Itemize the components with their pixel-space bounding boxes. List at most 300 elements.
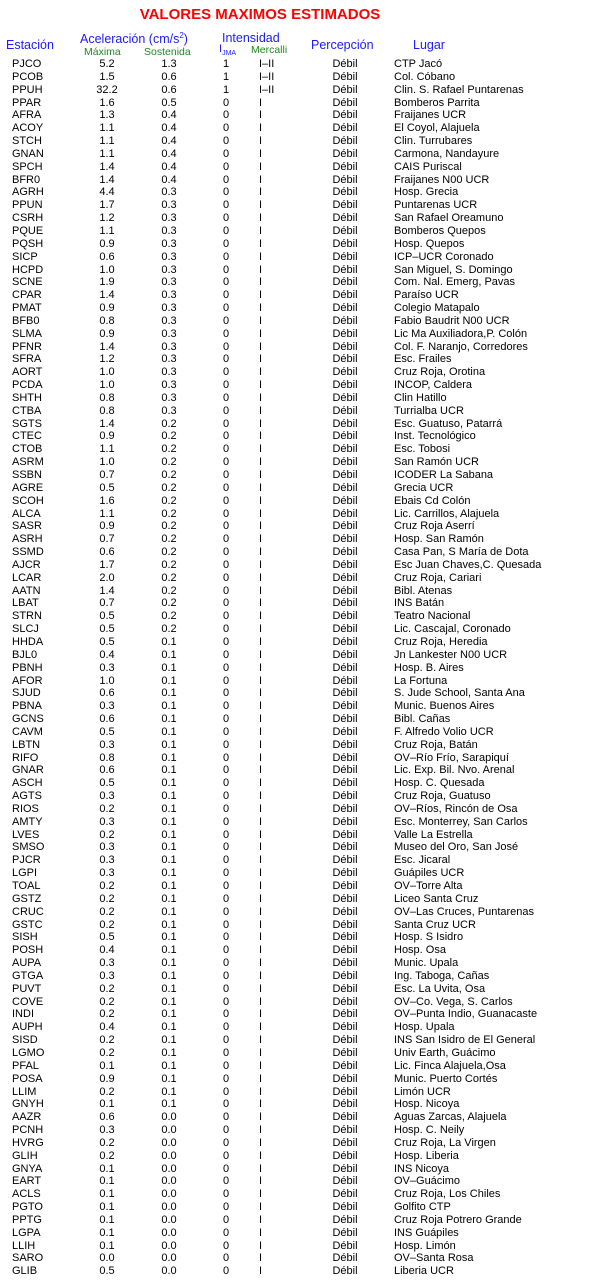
aceleracion-sostenida: 0.1	[161, 1098, 177, 1111]
lugar: Liceo Santa Cruz	[394, 892, 479, 905]
aceleracion-sostenida: 0.1	[161, 751, 177, 764]
table-row	[0, 546, 590, 559]
intensidad-mercalli: I	[259, 122, 263, 135]
table-row	[0, 97, 590, 110]
aceleracion-sostenida: 0.2	[161, 584, 177, 597]
lugar: Cruz Roja Potrero Grande	[394, 1213, 522, 1226]
aceleracion-maxima: 0.1	[99, 1162, 115, 1175]
intensidad-jma: 0	[222, 379, 230, 392]
station-code: PPUH	[12, 83, 43, 96]
percepcion: Débil	[332, 507, 358, 520]
aceleracion-sostenida: 0.2	[161, 546, 177, 559]
intensidad-mercalli: I	[259, 404, 263, 417]
aceleracion-maxima: 0.2	[99, 802, 115, 815]
aceleracion-sostenida: 0.6	[161, 70, 177, 83]
percepcion: Débil	[332, 674, 358, 687]
aceleracion-maxima: 0.2	[99, 1046, 115, 1059]
intensidad-jma: 0	[222, 995, 230, 1008]
aceleracion-maxima: 0.5	[99, 931, 115, 944]
aceleracion-maxima: 1.0	[99, 263, 115, 276]
station-code: EART	[12, 1175, 42, 1188]
percepcion: Débil	[332, 854, 358, 867]
percepcion: Débil	[332, 1175, 358, 1188]
aceleracion-maxima: 0.9	[99, 237, 115, 250]
station-code: LBAT	[12, 597, 39, 610]
station-code: LVES	[12, 828, 40, 841]
lugar: Puntarenas UCR	[394, 199, 478, 212]
aceleracion-maxima: 1.1	[99, 507, 115, 520]
lugar: OV–Santa Rosa	[394, 1252, 474, 1265]
station-code: SGTS	[12, 417, 42, 430]
aceleracion-maxima: 0.2	[99, 905, 115, 918]
intensidad-jma: 0	[222, 122, 230, 135]
table-row	[0, 392, 590, 405]
aceleracion-sostenida: 0.1	[161, 674, 177, 687]
intensidad-jma: 0	[222, 957, 230, 970]
intensidad-mercalli: I	[259, 584, 263, 597]
table-row	[0, 1252, 590, 1265]
intensidad-jma: 0	[222, 263, 230, 276]
intensidad-mercalli: I	[259, 815, 263, 828]
lugar: Hosp. Limón	[394, 1239, 456, 1252]
aceleracion-sostenida: 0.1	[161, 957, 177, 970]
header-aceleracion-label: Aceleración (cm/s	[80, 32, 180, 47]
station-code: LGMO	[12, 1046, 45, 1059]
station-code: CSRH	[12, 212, 44, 225]
percepcion: Débil	[332, 571, 358, 584]
aceleracion-maxima: 0.5	[99, 1265, 115, 1278]
intensidad-jma: 1	[222, 83, 230, 96]
intensidad-jma: 0	[222, 597, 230, 610]
station-code: SISD	[12, 1034, 38, 1047]
station-code: PPUN	[12, 199, 43, 212]
intensidad-mercalli: I	[259, 1021, 263, 1034]
aceleracion-maxima: 0.3	[99, 957, 115, 970]
lugar: INS Batán	[394, 597, 445, 610]
table-row	[0, 983, 590, 996]
intensidad-mercalli: I	[259, 558, 263, 571]
intensidad-mercalli: I	[259, 648, 263, 661]
aceleracion-sostenida: 0.0	[161, 1239, 177, 1252]
station-code: SICP	[12, 250, 38, 263]
aceleracion-maxima: 0.5	[99, 777, 115, 790]
aceleracion-sostenida: 0.2	[161, 469, 177, 481]
aceleracion-sostenida: 0.3	[161, 224, 177, 237]
table-row	[0, 148, 590, 161]
station-code: PFNR	[12, 340, 42, 353]
intensidad-mercalli: I–II	[259, 83, 275, 96]
aceleracion-maxima: 0.4	[99, 944, 115, 957]
aceleracion-sostenida: 0.1	[161, 982, 177, 995]
station-code: PJCO	[12, 58, 42, 70]
station-code: PQSH	[12, 237, 44, 250]
table-row	[0, 251, 590, 264]
intensidad-jma: 0	[222, 96, 230, 109]
table-row	[0, 186, 590, 199]
lugar: Carmona, Nandayure	[394, 147, 500, 160]
station-code: GNYH	[12, 1098, 44, 1111]
aceleracion-sostenida: 0.3	[161, 379, 177, 392]
aceleracion-sostenida: 0.1	[161, 892, 177, 905]
intensidad-mercalli: I	[259, 1265, 263, 1278]
aceleracion-sostenida: 0.1	[161, 944, 177, 957]
station-code: GLIB	[12, 1265, 38, 1278]
aceleracion-sostenida: 0.2	[161, 481, 177, 494]
intensidad-jma: 0	[222, 353, 230, 366]
intensidad-mercalli: I	[259, 854, 263, 867]
intensidad-mercalli: I	[259, 147, 263, 160]
station-code: SLMA	[12, 327, 42, 340]
lugar: Hosp. B. Aires	[394, 661, 464, 674]
intensidad-jma: 0	[222, 443, 230, 456]
lugar: Univ Earth, Guácimo	[394, 1046, 496, 1059]
aceleracion-maxima: 0.7	[99, 533, 115, 546]
lugar: Clin Hatillo	[394, 391, 447, 404]
intensidad-mercalli: I	[259, 1239, 263, 1252]
station-code: LGPI	[12, 867, 38, 880]
intensidad-mercalli: I	[259, 661, 263, 674]
percepcion: Débil	[332, 289, 358, 302]
percepcion: Débil	[332, 1059, 358, 1072]
percepcion: Débil	[332, 969, 358, 982]
table-row	[0, 1034, 590, 1047]
lugar: INS Nicoya	[394, 1162, 450, 1175]
intensidad-mercalli: I	[259, 1201, 263, 1214]
station-code: GLIH	[12, 1149, 38, 1162]
intensidad-mercalli: I	[259, 96, 263, 109]
lugar: OV–Co. Vega, S. Carlos	[394, 995, 513, 1008]
aceleracion-sostenida: 0.0	[161, 1213, 177, 1226]
aceleracion-sostenida: 0.3	[161, 391, 177, 404]
station-code: CPAR	[12, 289, 42, 302]
intensidad-mercalli: I	[259, 944, 263, 957]
aceleracion-maxima: 0.2	[99, 995, 115, 1008]
percepcion: Débil	[332, 995, 358, 1008]
aceleracion-maxima: 0.2	[99, 918, 115, 931]
lugar: Lic Ma Auxiliadora,P. Colón	[394, 327, 528, 340]
station-code: SISH	[12, 931, 38, 944]
aceleracion-maxima: 0.7	[99, 469, 115, 481]
lugar: Col. Cóbano	[394, 70, 456, 83]
intensidad-jma: 0	[222, 1085, 230, 1098]
table-row	[0, 405, 590, 418]
aceleracion-maxima: 1.4	[99, 289, 115, 302]
aceleracion-sostenida: 0.0	[161, 1201, 177, 1214]
aceleracion-sostenida: 0.1	[161, 854, 177, 867]
table-row	[0, 585, 590, 598]
station-code: AFRA	[12, 109, 42, 122]
station-code: SSBN	[12, 469, 42, 481]
table-row	[0, 700, 590, 713]
intensidad-mercalli: I–II	[259, 58, 275, 70]
lugar: Museo del Oro, San José	[394, 841, 519, 854]
aceleracion-sostenida: 0.2	[161, 417, 177, 430]
percepcion: Débil	[332, 58, 358, 70]
aceleracion-sostenida: 0.1	[161, 764, 177, 777]
intensidad-mercalli: I	[259, 469, 263, 481]
intensidad-jma: 0	[222, 340, 230, 353]
percepcion: Débil	[332, 802, 358, 815]
aceleracion-maxima: 0.9	[99, 327, 115, 340]
intensidad-jma: 0	[222, 944, 230, 957]
page-title: VALORES MAXIMOS ESTIMADOS	[139, 6, 381, 23]
station-code: SCNE	[12, 276, 43, 289]
percepcion: Débil	[332, 751, 358, 764]
intensidad-jma: 0	[222, 777, 230, 790]
aceleracion-maxima: 0.2	[99, 880, 115, 892]
table-row	[0, 1021, 590, 1034]
intensidad-jma: 0	[222, 237, 230, 250]
station-code: AMTY	[12, 815, 43, 828]
station-code: AUPA	[12, 957, 42, 970]
aceleracion-maxima: 1.6	[99, 96, 115, 109]
lugar: Cruz Roja, La Virgen	[394, 1136, 496, 1149]
lugar: Cruz Roja, Los Chiles	[394, 1188, 501, 1201]
percepcion: Débil	[332, 1021, 358, 1034]
percepcion: Débil	[332, 1046, 358, 1059]
intensidad-jma: 0	[222, 391, 230, 404]
percepcion: Débil	[332, 546, 358, 559]
intensidad-jma: 0	[222, 469, 230, 481]
percepcion: Débil	[332, 96, 358, 109]
table-row	[0, 1227, 590, 1240]
lugar: OV–Punta Indio, Guanacaste	[394, 1008, 538, 1021]
aceleracion-maxima: 1.1	[99, 147, 115, 160]
aceleracion-maxima: 0.7	[99, 597, 115, 610]
station-code: GTGA	[12, 969, 44, 982]
station-code: STCH	[12, 135, 42, 148]
aceleracion-sostenida: 0.3	[161, 340, 177, 353]
aceleracion-sostenida: 0.2	[161, 533, 177, 546]
lugar: Lic. Cascajal, Coronado	[394, 623, 511, 636]
intensidad-mercalli: I	[259, 1034, 263, 1047]
aceleracion-sostenida: 0.1	[161, 738, 177, 751]
aceleracion-sostenida: 0.0	[161, 1162, 177, 1175]
aceleracion-maxima: 0.8	[99, 404, 115, 417]
table-row	[0, 379, 590, 392]
aceleracion-maxima: 0.8	[99, 391, 115, 404]
aceleracion-sostenida: 0.0	[161, 1252, 177, 1265]
table-row	[0, 109, 590, 122]
intensidad-jma: 0	[222, 802, 230, 815]
aceleracion-maxima: 1.2	[99, 212, 115, 225]
table-row	[0, 174, 590, 187]
percepcion: Débil	[332, 443, 358, 456]
intensidad-mercalli: I	[259, 1226, 263, 1239]
aceleracion-maxima: 0.3	[99, 661, 115, 674]
lugar: OV–Ríos, Rincón de Osa	[394, 802, 518, 815]
intensidad-mercalli: I	[259, 1213, 263, 1226]
intensidad-jma: 0	[222, 366, 230, 379]
aceleracion-maxima: 1.1	[99, 224, 115, 237]
aceleracion-sostenida: 0.0	[161, 1175, 177, 1188]
intensidad-mercalli: I	[259, 520, 263, 533]
lugar: Aguas Zarcas, Alajuela	[394, 1111, 507, 1124]
lugar: Liberia UCR	[394, 1265, 454, 1278]
aceleracion-sostenida: 0.3	[161, 276, 177, 289]
intensidad-jma: 0	[222, 1162, 230, 1175]
table-row	[0, 572, 590, 585]
intensidad-jma: 0	[222, 1175, 230, 1188]
intensidad-mercalli: I	[259, 494, 263, 507]
table-row	[0, 739, 590, 752]
station-code: PGTO	[12, 1201, 43, 1214]
intensidad-jma: 0	[222, 302, 230, 315]
lugar: Clin. Turrubares	[394, 135, 473, 148]
intensidad-jma: 0	[222, 109, 230, 122]
table-row	[0, 264, 590, 277]
station-code: GNAR	[12, 764, 44, 777]
intensidad-mercalli: I	[259, 1111, 263, 1124]
table-row	[0, 854, 590, 867]
lugar: Guápiles UCR	[394, 867, 465, 880]
intensidad-mercalli: I	[259, 969, 263, 982]
intensidad-jma: 0	[222, 520, 230, 533]
table-row	[0, 122, 590, 135]
aceleracion-maxima: 1.7	[99, 558, 115, 571]
aceleracion-maxima: 0.9	[99, 1072, 115, 1085]
station-code: LLIM	[12, 1085, 37, 1098]
percepcion: Débil	[332, 1162, 358, 1175]
intensidad-mercalli: I	[259, 764, 263, 777]
aceleracion-sostenida: 0.1	[161, 1059, 177, 1072]
intensidad-jma: 0	[222, 828, 230, 841]
aceleracion-maxima: 0.9	[99, 520, 115, 533]
station-code: PCOB	[12, 70, 44, 83]
aceleracion-maxima: 1.4	[99, 173, 115, 186]
lugar: Hosp. Liberia	[394, 1149, 459, 1162]
intensidad-jma: 0	[222, 1111, 230, 1124]
lugar: Esc. Guatuso, Patarrá	[394, 417, 503, 430]
table-row	[0, 649, 590, 662]
table-row	[0, 161, 590, 174]
aceleracion-sostenida: 0.4	[161, 109, 177, 122]
percepcion: Débil	[332, 1149, 358, 1162]
table-row	[0, 1073, 590, 1086]
aceleracion-sostenida: 0.3	[161, 237, 177, 250]
table-row	[0, 1188, 590, 1201]
intensidad-jma: 0	[222, 199, 230, 212]
table-row	[0, 482, 590, 495]
percepcion: Débil	[332, 456, 358, 469]
lugar: El Coyol, Alajuela	[394, 122, 480, 135]
lugar: Col. F. Naranjo, Corredores	[394, 340, 528, 353]
aceleracion-sostenida: 0.1	[161, 725, 177, 738]
lugar: Ebais Cd Colón	[394, 494, 471, 507]
lugar: Cruz Roja, Guatuso	[394, 790, 491, 803]
lugar: Bibl. Atenas	[394, 584, 453, 597]
station-code: CRUC	[12, 905, 44, 918]
aceleracion-maxima: 1.4	[99, 417, 115, 430]
percepcion: Débil	[332, 366, 358, 379]
station-code: ACOY	[12, 122, 44, 135]
station-code: PPTG	[12, 1213, 42, 1226]
aceleracion-sostenida: 0.1	[161, 713, 177, 726]
table-row	[0, 533, 590, 546]
table-row	[0, 1175, 590, 1188]
intensidad-jma: 0	[222, 1059, 230, 1072]
station-code: CAVM	[12, 725, 43, 738]
table-row	[0, 880, 590, 893]
intensidad-mercalli: I	[259, 777, 263, 790]
aceleracion-maxima: 5.2	[99, 58, 115, 70]
header-lugar: Lugar	[413, 38, 445, 52]
table-row	[0, 1240, 590, 1253]
aceleracion-sostenida: 0.1	[161, 1021, 177, 1034]
station-code: SASR	[12, 520, 42, 533]
header-aceleracion-close: )	[183, 32, 188, 47]
intensidad-jma: 0	[222, 558, 230, 571]
percepcion: Débil	[332, 417, 358, 430]
aceleracion-sostenida: 0.3	[161, 186, 177, 199]
table-row	[0, 276, 590, 289]
lugar: Colegio Matapalo	[394, 302, 480, 315]
intensidad-mercalli: I	[259, 751, 263, 764]
percepcion: Débil	[332, 738, 358, 751]
header-aceleracion	[80, 31, 188, 46]
station-code: PJCR	[12, 854, 41, 867]
header-mercalli: Mercalli	[251, 44, 288, 56]
table-row	[0, 841, 590, 854]
aceleracion-sostenida: 0.3	[161, 199, 177, 212]
intensidad-mercalli: I	[259, 1252, 263, 1265]
intensidad-jma: 0	[222, 661, 230, 674]
aceleracion-sostenida: 0.1	[161, 918, 177, 931]
station-code: PMAT	[12, 302, 42, 315]
table-row	[0, 803, 590, 816]
header-estacion: Estación	[6, 38, 54, 52]
lugar: Bibl. Cañas	[394, 713, 451, 726]
table-row	[0, 328, 590, 341]
intensidad-mercalli: I	[259, 224, 263, 237]
percepcion: Débil	[332, 237, 358, 250]
lugar: Jn Lankester N00 UCR	[394, 648, 508, 661]
aceleracion-maxima: 1.7	[99, 199, 115, 212]
table-row	[0, 238, 590, 251]
intensidad-mercalli: I	[259, 790, 263, 803]
percepcion: Débil	[332, 944, 358, 957]
intensidad-jma: 0	[222, 1046, 230, 1059]
intensidad-jma: 0	[222, 494, 230, 507]
intensidad-jma: 0	[222, 276, 230, 289]
table-row	[0, 1008, 590, 1021]
lugar: Santa Cruz UCR	[394, 918, 476, 931]
lugar: Esc. La Uvita, Osa	[394, 982, 486, 995]
intensidad-jma: 0	[222, 404, 230, 417]
intensidad-jma: 0	[222, 533, 230, 546]
aceleracion-maxima: 0.6	[99, 546, 115, 559]
percepcion: Débil	[332, 250, 358, 263]
aceleracion-maxima: 0.1	[99, 1201, 115, 1214]
percepcion: Débil	[332, 815, 358, 828]
percepcion: Débil	[332, 584, 358, 597]
intensidad-mercalli: I	[259, 391, 263, 404]
aceleracion-sostenida: 0.1	[161, 841, 177, 854]
percepcion: Débil	[332, 314, 358, 327]
station-code: HVRG	[12, 1136, 44, 1149]
aceleracion-maxima: 0.1	[99, 1239, 115, 1252]
aceleracion-maxima: 0.9	[99, 302, 115, 315]
intensidad-jma: 0	[222, 738, 230, 751]
intensidad-jma: 0	[222, 584, 230, 597]
station-code: AUPH	[12, 1021, 43, 1034]
aceleracion-maxima: 1.3	[99, 109, 115, 122]
intensidad-jma: 0	[222, 1188, 230, 1201]
intensidad-jma: 0	[222, 1098, 230, 1111]
intensidad-mercalli: I	[259, 327, 263, 340]
lugar: ICP–UCR Coronado	[394, 250, 494, 263]
intensidad-jma: 0	[222, 905, 230, 918]
